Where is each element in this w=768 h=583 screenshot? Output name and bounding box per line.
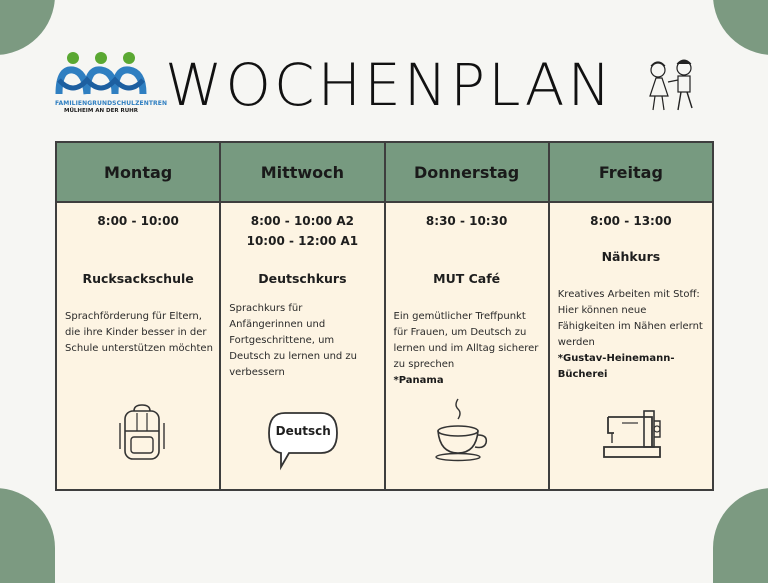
course-name: Nähkurs: [601, 249, 661, 264]
children-illustration-icon: [636, 50, 706, 120]
day-header-freitag: Freitag: [549, 142, 713, 202]
time-slot: 8:00 - 10:00 A2: [250, 214, 354, 228]
course-description: Sprachkurs für Anfängerinnen und Fortgeschrittene, um Deutsch zu lernen und zu verbessern: [229, 303, 358, 378]
location-label: *Panama: [393, 375, 444, 386]
time-slot: 8:30 - 10:30: [425, 214, 508, 228]
day-header-montag: Montag: [56, 142, 220, 202]
time-slot: 8:00 - 13:00: [590, 214, 672, 228]
corner-decoration-top-right: [713, 0, 768, 55]
backpack-icon: [117, 403, 167, 463]
day-cell-mittwoch: [220, 202, 384, 490]
day-cell-montag: [56, 202, 220, 490]
location-label: *Gustav-Heinemann-Bücherei: [557, 353, 675, 380]
coffee-cup-icon: [434, 395, 490, 463]
description-text: Kreatives Arbeiten mit Stoff: Hier können neue Fähigkeiten im Nähen erlernt werden: [557, 289, 703, 348]
logo-name: FAMILIENGRUNDSCHULZENTREN: [55, 100, 168, 107]
course-name: MUT Café: [433, 271, 501, 286]
logo: [55, 50, 168, 125]
course-description: [558, 287, 706, 383]
course-description: [394, 309, 542, 389]
sewing-machine-icon: [602, 407, 664, 463]
family-logo-icon: [55, 50, 147, 100]
course-description: Sprachförderung für Eltern, die ihre Kinder besser in der Schule unterstützen möchten: [65, 311, 213, 354]
logo-city: MÜLHEIM AN DER RUHR: [63, 108, 139, 114]
day-header-mittwoch: Mittwoch: [220, 142, 384, 202]
description-text: Ein gemütlicher Treffpunkt für Frauen, um Deutsch zu lernen und im Alltag sicherer zu sprechen: [393, 311, 539, 370]
speech-bubble-label: Deutsch: [275, 424, 331, 438]
time-slot: 10:00 - 12:00 A1: [246, 234, 359, 248]
day-cell-donnerstag: [385, 202, 549, 490]
corner-decoration-bottom-right: [713, 488, 768, 583]
course-name: Deutschkurs: [258, 271, 347, 286]
schedule-table: [55, 141, 714, 491]
time-slot: 8:00 - 10:00: [97, 214, 179, 228]
page-title: WOCHENPLAN: [165, 51, 614, 119]
day-header-donnerstag: Donnerstag: [385, 142, 549, 202]
corner-decoration-bottom-left: [0, 488, 55, 583]
course-name: Rucksackschule: [82, 271, 194, 286]
speech-bubble-icon: [265, 409, 341, 473]
corner-decoration-top-left: [0, 0, 55, 55]
day-cell-freitag: [549, 202, 713, 490]
